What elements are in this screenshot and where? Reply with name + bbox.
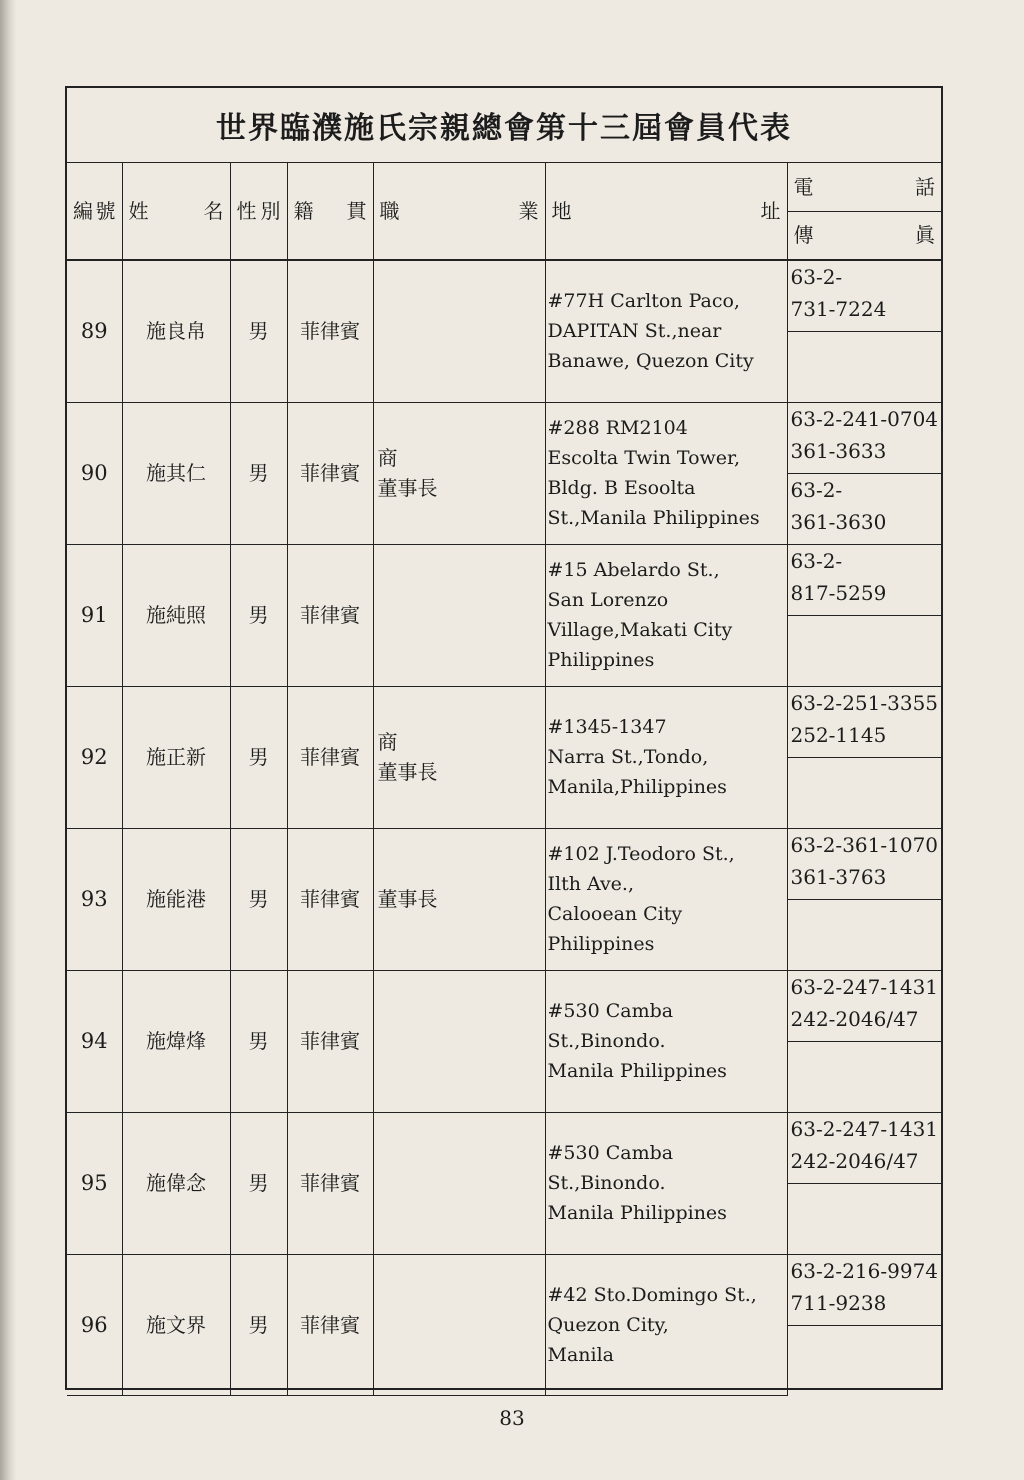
member-address: #42 Sto.Domingo St., Quezon City, Manila [545, 1254, 787, 1396]
member-fax [787, 899, 941, 970]
member-fax: 63-2- 361-3630 [787, 473, 941, 544]
member-gender: 男 [230, 402, 287, 544]
member-gender: 男 [230, 1112, 287, 1254]
member-phone: 63-2- 731-7224 [787, 260, 941, 331]
table-row [67, 828, 941, 899]
member-number: 91 [67, 544, 122, 686]
table-row [67, 1112, 941, 1183]
member-occupation: 商 董事長 [373, 402, 545, 544]
member-fax [787, 1041, 941, 1112]
member-gender: 男 [230, 544, 287, 686]
member-address: #77H Carlton Paco, DAPITAN St.,near Banawe, Quezon City [545, 260, 787, 402]
member-fax [787, 1325, 941, 1396]
member-number: 90 [67, 402, 122, 544]
member-occupation: 商 董事長 [373, 686, 545, 828]
member-name: 施正新 [122, 686, 230, 828]
member-name: 施其仁 [122, 402, 230, 544]
member-occupation [373, 260, 545, 402]
header-number: 編 號 [67, 163, 122, 259]
member-name: 施能港 [122, 828, 230, 970]
table-row [67, 686, 941, 757]
member-gender: 男 [230, 828, 287, 970]
member-origin: 菲律賓 [287, 828, 373, 970]
member-table [67, 163, 941, 260]
member-phone: 63-2-247-1431 242-2046/47 [787, 970, 941, 1041]
member-address: #15 Abelardo St., San Lorenzo Village,Makati City Philippines [545, 544, 787, 686]
member-fax [787, 615, 941, 686]
member-name: 施文界 [122, 1254, 230, 1396]
member-phone: 63-2-247-1431 242-2046/47 [787, 1112, 941, 1183]
member-table-frame [65, 86, 943, 1390]
member-gender: 男 [230, 260, 287, 402]
member-name: 施偉念 [122, 1112, 230, 1254]
member-origin: 菲律賓 [287, 970, 373, 1112]
page-title: 世界臨濮施氏宗親總會第十三屆會員代表 [67, 88, 941, 163]
member-fax [787, 331, 941, 402]
member-number: 95 [67, 1112, 122, 1254]
member-name: 施良帛 [122, 260, 230, 402]
member-phone: 63-2-251-3355 252-1145 [787, 686, 941, 757]
member-phone: 63-2-241-0704 361-3633 [787, 402, 941, 473]
member-occupation [373, 1112, 545, 1254]
table-row [67, 260, 941, 331]
member-address: #530 Camba St.,Binondo. Manila Philippines [545, 970, 787, 1112]
header-address: 地 址 [545, 163, 787, 259]
member-phone: 63-2- 817-5259 [787, 544, 941, 615]
table-row [67, 970, 941, 1041]
member-phone: 63-2-216-9974 711-9238 [787, 1254, 941, 1325]
member-origin: 菲律賓 [287, 260, 373, 402]
member-number: 94 [67, 970, 122, 1112]
book-spine-shadow [0, 0, 16, 1480]
member-number: 89 [67, 260, 122, 402]
member-rows [67, 260, 941, 1397]
member-occupation: 董事長 [373, 828, 545, 970]
table-row [67, 1254, 941, 1325]
page-number: 83 [499, 1406, 525, 1430]
member-origin: 菲律賓 [287, 1254, 373, 1396]
member-origin: 菲律賓 [287, 1112, 373, 1254]
member-gender: 男 [230, 1254, 287, 1396]
member-phone: 63-2-361-1070 361-3763 [787, 828, 941, 899]
member-fax [787, 757, 941, 828]
member-fax [787, 1183, 941, 1254]
member-address: #102 J.Teodoro St., Ilth Ave., Calooean City Philippines [545, 828, 787, 970]
header-origin: 籍 貫 [287, 163, 373, 259]
member-address: #530 Camba St.,Binondo. Manila Philippines [545, 1112, 787, 1254]
header-name: 姓 名 [122, 163, 230, 259]
header-gender: 性 別 [230, 163, 287, 259]
member-origin: 菲律賓 [287, 686, 373, 828]
member-name: 施煒烽 [122, 970, 230, 1112]
member-address: #1345-1347 Narra St.,Tondo, Manila,Philippines [545, 686, 787, 828]
member-name: 施純照 [122, 544, 230, 686]
header-occupation: 職 業 [373, 163, 545, 259]
member-number: 93 [67, 828, 122, 970]
table-row [67, 544, 941, 615]
table-row [67, 402, 941, 473]
header-phone: 電 話 [787, 163, 941, 211]
member-gender: 男 [230, 970, 287, 1112]
member-gender: 男 [230, 686, 287, 828]
header-fax: 傳 眞 [787, 211, 941, 259]
header-row-top [67, 163, 941, 211]
member-origin: 菲律賓 [287, 544, 373, 686]
member-number: 96 [67, 1254, 122, 1396]
member-number: 92 [67, 686, 122, 828]
member-address: #288 RM2104 Escolta Twin Tower, Bldg. B Esoolta St.,Manila Philippines [545, 402, 787, 544]
member-occupation [373, 1254, 545, 1396]
member-origin: 菲律賓 [287, 402, 373, 544]
member-occupation [373, 970, 545, 1112]
member-occupation [373, 544, 545, 686]
